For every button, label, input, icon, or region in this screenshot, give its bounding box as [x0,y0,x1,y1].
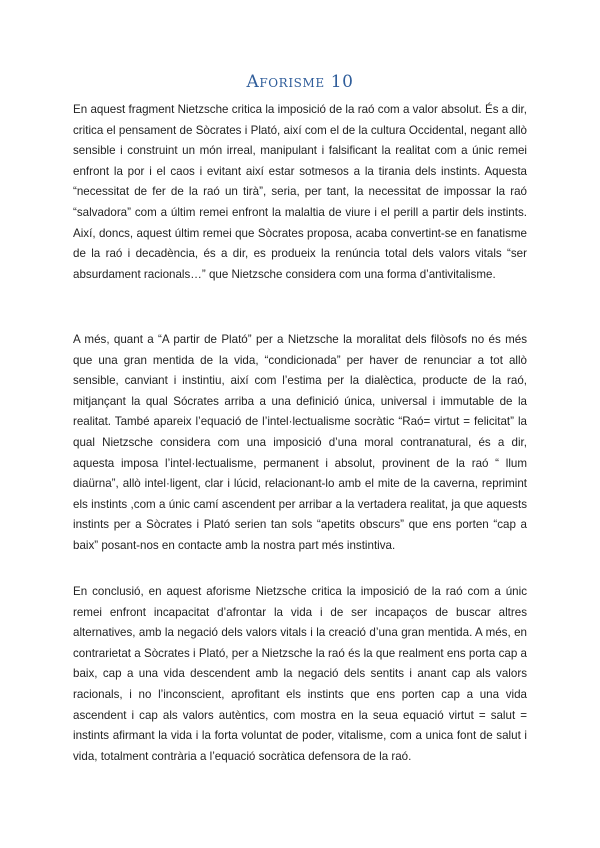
page-title: Aforisme 10 [246,72,354,92]
paragraph-3: En conclusió, en aquest aforisme Nietzsche critica la imposició de la raó com a únic remei enfront incapacitat d’afrontar la vida i de ser incapaços de buscar altres alternatives, amb la negació dels valors vitals i la creació d’una gran mentida. A més, en contrarietat a Sòcrates i Plató, per a Nietzsche la raó és la que realment ens porta cap a baix, cap a una vida descendent amb la negació dels sentits i anant cap als valors racionals, i no l’inconscient, aprofitant els instints que ens porten cap a una vida ascendent i cap als valors autèntics, com mostra en la seua equació virtut = salut = instints afirmant la vida i la forta voluntat de poder, vitalisme, com a unica font de salut i vida, totalment contrària a l’equació socràtica defensora de la raó. [73,585,527,763]
paragraph-2: A més, quant a “A partir de Plató” per a Nietzsche la moralitat dels filòsofs no és més que una gran mentida de la vida, “condicionada” per haver de renunciar a tot allò sensible, canviant i instintiu, així com l’estima per la dialèctica, producte de la raó, mitjançant la qual Sócrates arriba a una definició única, universal i immutable de la realitat. També apareix l’equació de l’intel·lectualisme socràtic “Raó= virtut = felicitat” la qual Nietzsche considera com una imposició d’una moral contranatural, és a dir, aquesta imposa l’intel·lectualisme, permanent i absolut, provinent de la raó “ llum diaürna”, allò intel·ligent, clar i lúcid, relacionant-lo amb el mite de la caverna, reprimint els instints ,com a únic camí ascendent per arribar a la vertadera realitat, ja que aquests instints per a Sòcrates i Plató serien tan sols “apetits obscurs” que ens porten “cap a baix” posant-nos en contacte amb la nostra part més instintiva. [73,333,527,552]
paragraph-1: En aquest fragment Nietzsche critica la imposició de la raó com a valor absolut. És a dir, critica el pensament de Sòcrates i Plató, així com el de la cultura Occidental, negant allò sensible i construint un món irreal, manipulant i falsificant la realitat com a únic remei enfront la por i el caos i evitant així estar sotmesos a la tirania dels instints. Aquesta “necessitat de fer de la raó un tirà”, seria, per tant, la necessitat de impossar la raó “salvadora” com a últim remei enfront la malaltia de viure i el perill a partir dels instints. Així, doncs, aquest últim remei que Sòcrates proposa, acaba convertint-se en fanatisme de la raó i decadència, és a dir, es produeix la renúncia total dels valors vitals “ser absurdament racionals…” que Nietzsche considera com una forma d’antivitalisme. [73,103,527,281]
